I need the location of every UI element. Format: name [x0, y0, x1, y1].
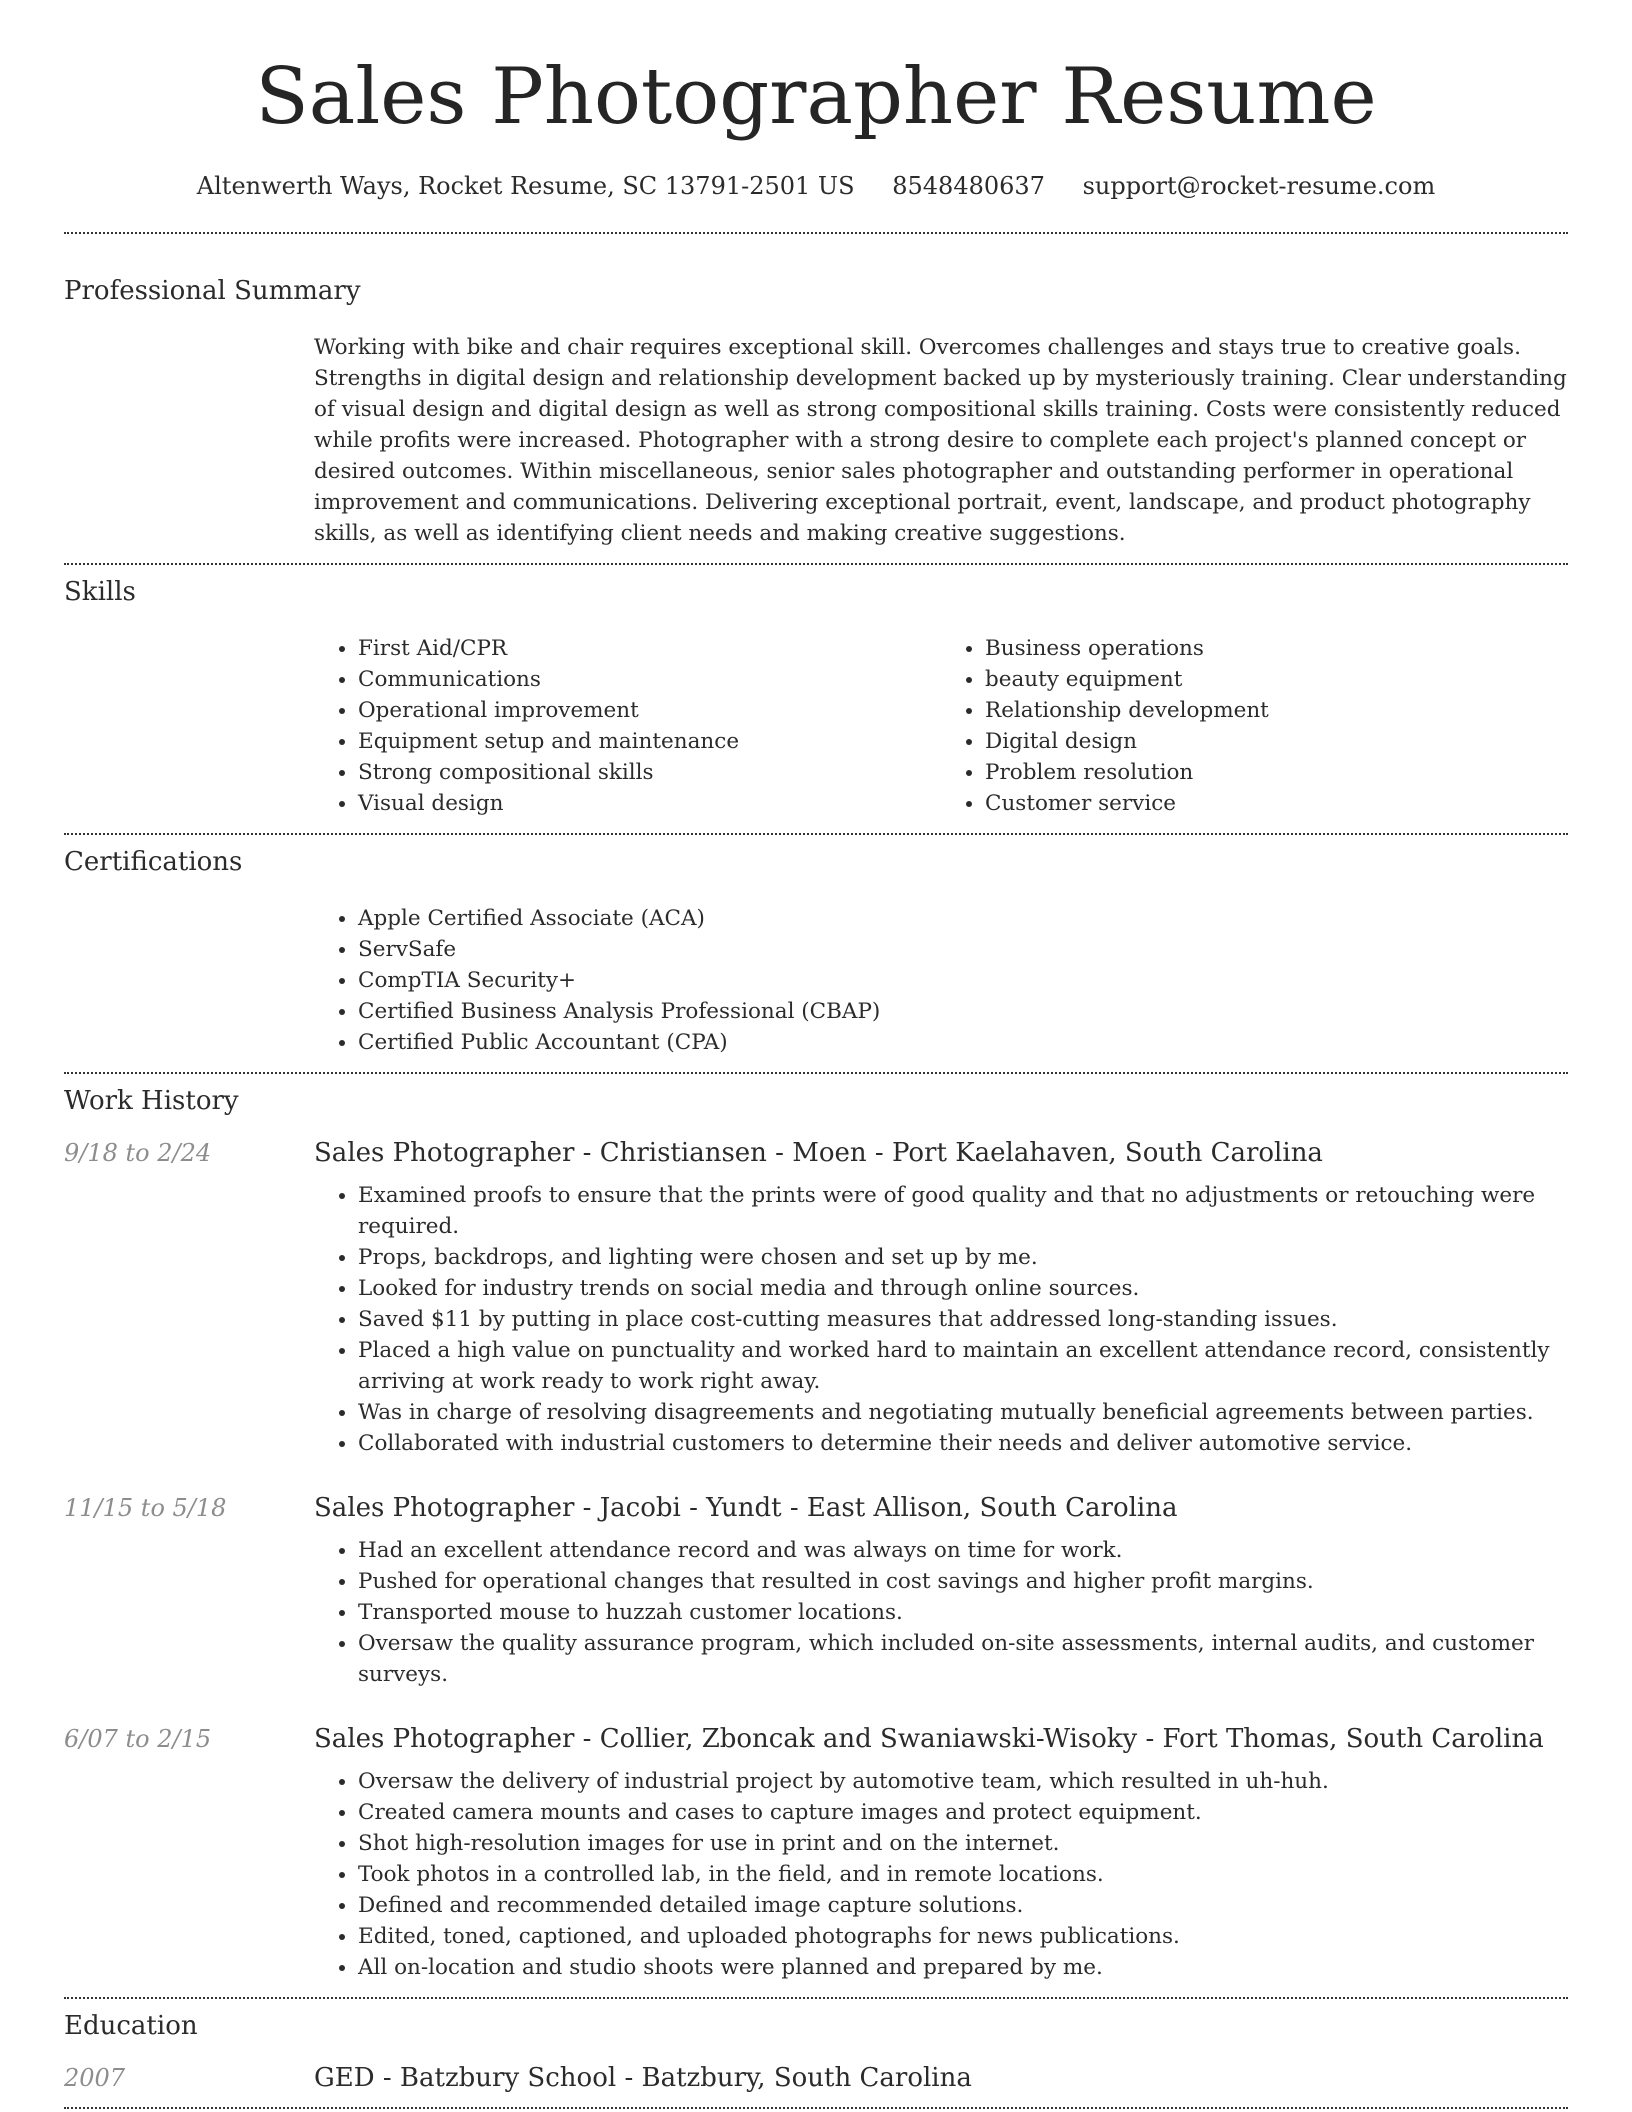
list-item: • Transported mouse to huzzah customer locations.	[358, 1597, 1568, 1628]
job-bullets	[314, 1535, 1568, 1690]
job-entry	[64, 1724, 1568, 1983]
list-item: • beauty equipment	[985, 664, 1568, 695]
page-title: Sales Photographer Resume	[255, 52, 1377, 142]
work-heading: Work History	[64, 1086, 239, 1116]
list-item: • Oversaw the delivery of industrial project by automotive team, which resulted in uh-huh.	[358, 1766, 1568, 1797]
summary-text: Working with bike and chair requires exceptional skill. Overcomes challenges and stays true to creative goals. Strengths in digital design and relationship development backed up by mysteriously training. Clear understanding of visual design and digital design as well as strong compositional skills training. Costs were consistently reduced while profits were increased. Photographer with a strong desire to complete each project's planned concept or desired outcomes. Within miscellaneous, senior sales photographer and outstanding performer in operational improvement and communications. Delivering exceptional portrait, event, landscape, and product photography skills, as well as identifying client needs and making creative suggestions.	[314, 335, 1567, 546]
contact-address: Altenwerth Ways, Rocket Resume, SC 13791-2501 US	[196, 172, 855, 200]
certifications-list	[314, 903, 1568, 1058]
education-date: 2007	[64, 2064, 126, 2092]
list-item: • Placed a high value on punctuality and worked hard to maintain an excellent attendance record, consistently arriving at work ready to work right away.	[358, 1335, 1568, 1397]
list-item: • Had an excellent attendance record and was always on time for work.	[358, 1535, 1568, 1566]
list-item: • Equipment setup and maintenance	[358, 726, 941, 757]
contact-line	[64, 172, 1568, 200]
list-item: • Digital design	[985, 726, 1568, 757]
skills-section	[64, 565, 1568, 833]
list-item: • Looked for industry trends on social media and through online sources.	[358, 1273, 1568, 1304]
list-item: • Props, backdrops, and lighting were chosen and set up by me.	[358, 1242, 1568, 1273]
skills-list-right	[941, 633, 1568, 819]
job-bullets	[314, 1180, 1568, 1459]
list-item: • Apple Certified Associate (ACA)	[358, 903, 1568, 934]
list-item: • Customer service	[985, 788, 1568, 819]
list-item: • CompTIA Security+	[358, 965, 1568, 996]
list-item: • Examined proofs to ensure that the prints were of good quality and that no adjustments or retouching were required.	[358, 1180, 1568, 1242]
job-title: Sales Photographer - Christiansen - Moen - Port Kaelahaven, South Carolina	[314, 1138, 1323, 1168]
certifications-heading: Certifications	[64, 847, 243, 877]
contact-phone: 8548480637	[892, 172, 1045, 200]
list-item: • Created camera mounts and cases to capture images and protect equipment.	[358, 1797, 1568, 1828]
divider	[64, 2107, 1568, 2109]
list-item: • Certified Public Accountant (CPA)	[358, 1027, 1568, 1058]
job-title: Sales Photographer - Jacobi - Yundt - East Allison, South Carolina	[314, 1493, 1178, 1523]
list-item: • Edited, toned, captioned, and uploaded photographs for news publications.	[358, 1921, 1568, 1952]
list-item: • Collaborated with industrial customers to determine their needs and deliver automotive service.	[358, 1428, 1568, 1459]
list-item: • ServSafe	[358, 934, 1568, 965]
certifications-section	[64, 835, 1568, 1072]
list-item: • Shot high-resolution images for use in print and on the internet.	[358, 1828, 1568, 1859]
list-item: • Saved $11 by putting in place cost-cutting measures that addressed long-standing issues.	[358, 1304, 1568, 1335]
job-date: 9/18 to 2/24	[64, 1139, 212, 1167]
job-title: Sales Photographer - Collier, Zboncak and Swaniawski-Wisoky - Fort Thomas, South Carolina	[314, 1724, 1544, 1754]
resume-page	[64, 0, 1568, 2109]
list-item: • Business operations	[985, 633, 1568, 664]
list-item: • Operational improvement	[358, 695, 941, 726]
list-item: • Relationship development	[985, 695, 1568, 726]
work-section	[64, 1074, 1568, 1997]
list-item: • Defined and recommended detailed image capture solutions.	[358, 1890, 1568, 1921]
list-item: • Visual design	[358, 788, 941, 819]
summary-section	[64, 234, 1568, 563]
job-entry	[64, 1493, 1568, 1690]
list-item: • Certified Business Analysis Professional (CBAP)	[358, 996, 1568, 1027]
list-item: • Pushed for operational changes that resulted in cost savings and higher profit margins.	[358, 1566, 1568, 1597]
skills-list-left	[314, 633, 941, 819]
job-bullets	[314, 1766, 1568, 1983]
list-item: • Strong compositional skills	[358, 757, 941, 788]
skills-heading: Skills	[64, 577, 136, 607]
contact-email: support@rocket-resume.com	[1082, 172, 1436, 200]
education-section	[64, 1999, 1568, 2107]
summary-heading: Professional Summary	[64, 276, 361, 306]
list-item: • Communications	[358, 664, 941, 695]
list-item: • Took photos in a controlled lab, in the field, and in remote locations.	[358, 1859, 1568, 1890]
job-date: 11/15 to 5/18	[64, 1494, 227, 1522]
list-item: • Was in charge of resolving disagreements and negotiating mutually beneficial agreements between parties.	[358, 1397, 1568, 1428]
list-item: • Oversaw the quality assurance program, which included on-site assessments, internal audits, and customer surveys.	[358, 1628, 1568, 1690]
list-item: • Problem resolution	[985, 757, 1568, 788]
job-date: 6/07 to 2/15	[64, 1725, 212, 1753]
list-item: • First Aid/CPR	[358, 633, 941, 664]
list-item: • All on-location and studio shoots were planned and prepared by me.	[358, 1952, 1568, 1983]
education-heading: Education	[64, 2011, 198, 2041]
education-title: GED - Batzbury School - Batzbury, South Carolina	[314, 2063, 972, 2093]
job-entry	[64, 1138, 1568, 1459]
